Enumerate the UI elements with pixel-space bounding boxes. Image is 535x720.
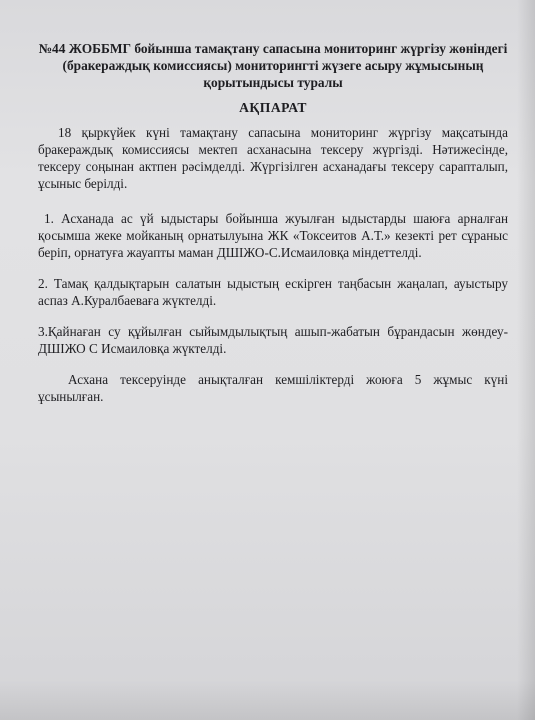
intro-paragraph: 18 қыркүйек күні тамақтану сапасына мониторинг жүргізу мақсатында бракераждық комиссиясы мектеп асханасына тексеру жүргізді. Нәтижесінде, тексеру соңынан актпен рәсімделді. Жүргізілген асханадағы тексеру сарапталып, ұсыныс берілді. (38, 125, 508, 191)
document-body (38, 40, 508, 405)
document-heading: №44 ЖОББМГ бойынша тамақтану сапасына мониторинг жүргізу жөніндегі (бракераждық комиссиясы) мониторингті жүзеге асыру жұмысының қорытындысы туралы (38, 41, 508, 90)
list-item: 1. Асханада ас үй ыдыстары бойынша жуылған ыдыстарды шаюға арналған қосымша жеке мойканың орнатылуына ЖК «Токсеитов А.Т.» кезекті рет сұраныс беріп, орнатуға жауапты маман ДШІЖО-С.Исмаиловқа міндеттелді. (38, 211, 508, 260)
document-title: АҚПАРАТ (239, 100, 307, 115)
list-item: 3.Қайнаған су құйылған сыйымдылықтың ашып-жабатын бұрандасын жөндеу-ДШІЖО С Исмаиловқа жүктелді. (38, 324, 508, 356)
closing-paragraph: Асхана тексеруінде анықталған кемшіліктерді жоюға 5 жұмыс күні ұсынылған. (38, 372, 508, 404)
page-bottom-shade (0, 680, 535, 720)
list-item: 2. Тамақ қалдықтарын салатын ыдыстың ескірген таңбасын жаңалап, ауыстыру аспаз А.Куралбаеваға жүктелді. (38, 276, 508, 308)
page-shadow (517, 0, 535, 720)
